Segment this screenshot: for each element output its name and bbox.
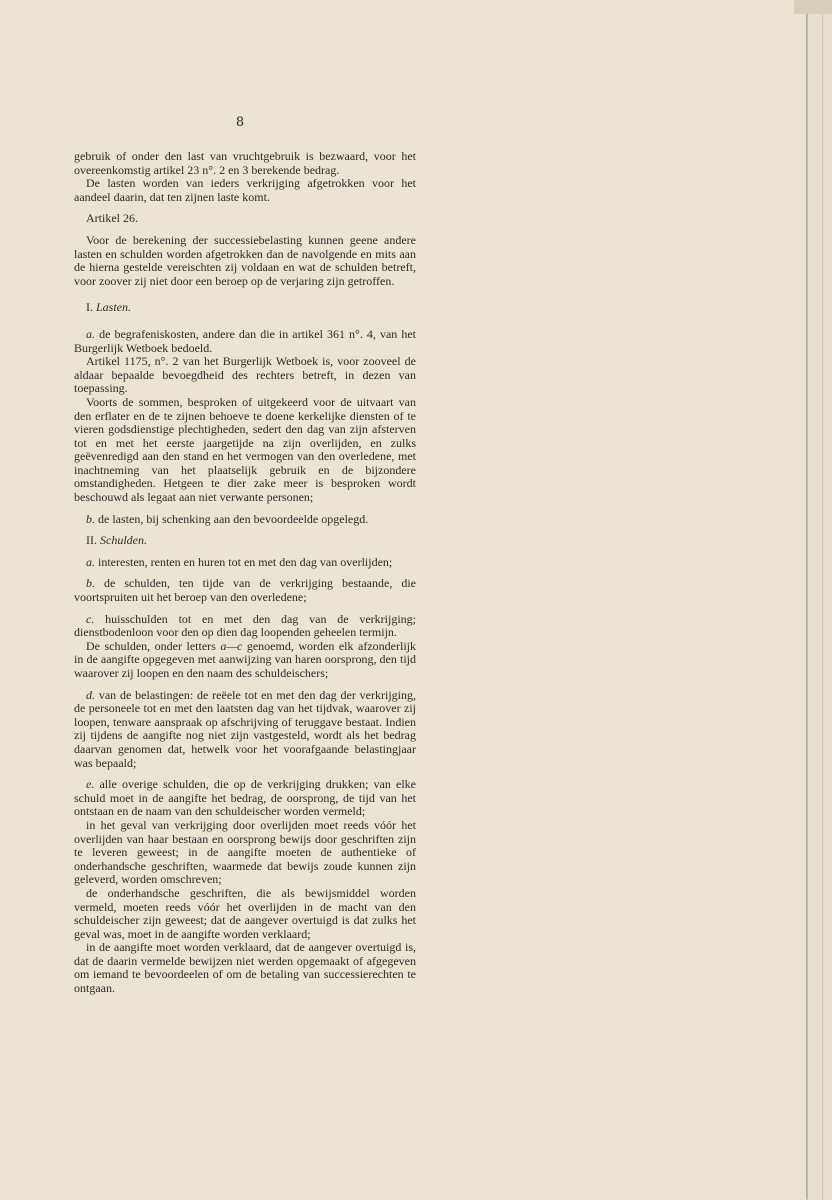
item-letter: d. bbox=[86, 687, 95, 702]
item-letter: e. bbox=[86, 777, 95, 792]
section-2-item-e-paragraph-4: in de aangifte moet worden verklaard, dat de aangever overtuigd is, dat de daarin vermelde bewijzen niet werden opgemaakt of afgegeven om iemand te bevoordeelen of om de betaling van successierechten te ontgaan. bbox=[74, 940, 416, 996]
section-1-item-b bbox=[74, 513, 416, 527]
item-text: huisschulden tot en met den dag van de verkrijging; dienstbodenloon voor den op dien dag loopenden geheelen termijn. bbox=[74, 611, 417, 640]
section-2-item-d bbox=[74, 689, 416, 771]
section-1-title: Lasten. bbox=[96, 300, 132, 315]
item-text: alle overige schulden, die op de verkrijging drukken; van elke schuld moet in de aangifte het bedrag, de oorsprong, de tijd van het ontstaan en de naam van den schuldeischer worden vermeld; bbox=[74, 777, 417, 819]
item-letter: b. bbox=[86, 576, 95, 591]
section-2-item-e-paragraph-3: de onderhandsche geschriften, die als bewijsmiddel worden vermeld, moeten reeds vóór het overlijden in de macht van den schuldeischer zijn geweest; dat de aangever overtuigd is dat zulks het geval was, moet in de aangifte worden verklaard; bbox=[74, 885, 416, 941]
article-heading: Artikel 26. bbox=[86, 211, 138, 226]
adjacent-page-edge bbox=[808, 0, 832, 1200]
item-text: interesten, renten en huren tot en met den dag van overlijden; bbox=[98, 554, 393, 569]
intro-paragraph-1: gebruik of onder den last van vruchtgebruik is bezwaard, voor het overeenkomstig artikel 23 n°. 2 en 3 berekende bedrag. bbox=[74, 149, 416, 177]
item-text: de schulden, ten tijde van de verkrijging bestaande, die voortspruiten uit het beroep van den overledene; bbox=[74, 576, 416, 605]
section-2-item-c-paragraph-2 bbox=[74, 640, 416, 681]
section-2-item-c bbox=[74, 613, 416, 640]
c-p2-pre: De schulden, onder letters bbox=[86, 638, 221, 653]
item-text: de lasten, bij schenking aan den bevoordeelde opgelegd. bbox=[98, 511, 369, 526]
item-text: de begrafeniskosten, andere dan die in artikel 361 n°. 4, van het Burgerlijk Wetboek bedoeld. bbox=[74, 326, 416, 355]
page-edge-top-shade bbox=[794, 0, 832, 14]
page-edge-line bbox=[822, 0, 823, 1200]
c-p2-post: genoemd, worden elk afzonderlijk in de aangifte opgegeven met aanwijzing van haren oorsprong, den tijd waarover zij loopen en den naam des schuldeischers; bbox=[74, 638, 416, 680]
section-1-numeral: I. bbox=[86, 300, 93, 315]
section-1-item-a-paragraph-2: Artikel 1175, n°. 2 van het Burgerlijk Wetboek is, voor zooveel de aldaar bepaalde bevoegdheid des rechters betreft, in dezen van toepassing. bbox=[74, 354, 416, 396]
item-letter: c. bbox=[86, 611, 95, 626]
section-2-heading bbox=[74, 534, 416, 548]
intro-paragraph-2: De lasten worden van ieders verkrijging afgetrokken voor het aandeel daarin, dat ten zijnen laste komt. bbox=[74, 176, 416, 204]
page-number: 8 bbox=[235, 115, 245, 130]
item-letter: a. bbox=[86, 326, 95, 341]
item-letter: a. bbox=[86, 554, 95, 569]
section-1-item-a-paragraph-3: Voorts de sommen, besproken of uitgekeerd voor de uitvaart van den erflater en de te zijnen behoeve te doene kerkelijke diensten of te vieren godsdienstige plechtigheden, sedert den dag van zijn afsterven tot en met het eerste jaargetijde na zijn overlijden, en zulks geëvenredigd aan den stand en het vermogen van den overledene, met inachtneming van het plaatselijk gebruik en de bijzondere omstandigheden. Hetgeen te dier zake meer is besproken wordt beschouwd als legaat aan niet verwante personen; bbox=[74, 394, 416, 505]
section-2-item-a bbox=[74, 556, 416, 570]
text-column bbox=[74, 150, 416, 996]
item-letter: b. bbox=[86, 511, 95, 526]
section-1-heading bbox=[74, 301, 416, 315]
item-text: van de belastingen: de reëele tot en met den dag der verkrijging, de personeele tot en met den laatsten dag van het tijdvak, waarover zij loopen, tenware aanspraak op afschrijving of teruggave bestaat. Indien zij tijdens de aangifte nog niet zijn vastgesteld, wordt als het bedrag daarvan genomen dat, hetwelk voor het voorafgaande belastingjaar was bepaald; bbox=[74, 687, 416, 770]
article-paragraph: Voor de berekening der successiebelasting kunnen geene andere lasten en schulden worden afgetrokken dan de navolgende en mits aan de hierna gestelde vereischten zij voldaan en wat de schulden betreft, voor zoover zij niet door een beroep op de verjaring zijn getroffen. bbox=[74, 232, 416, 288]
letters-range: a—c bbox=[220, 638, 243, 653]
section-1-item-a bbox=[74, 328, 416, 355]
section-2-item-e-paragraph-2: in het geval van verkrijging door overlijden moet reeds vóór het overlijden van haar bestaan en oorsprong bewijs door geschriften zijn te leveren geweest; in de aangifte moeten de authentieke of onderhandsche geschriften, waarmede dat bewijs zoude kunnen zijn geleverd, worden omschreven; bbox=[74, 817, 416, 887]
section-2-item-b bbox=[74, 577, 416, 604]
section-2-title: Schulden. bbox=[100, 533, 147, 548]
section-2-item-e bbox=[74, 778, 416, 819]
section-2-numeral: II. bbox=[86, 533, 97, 548]
